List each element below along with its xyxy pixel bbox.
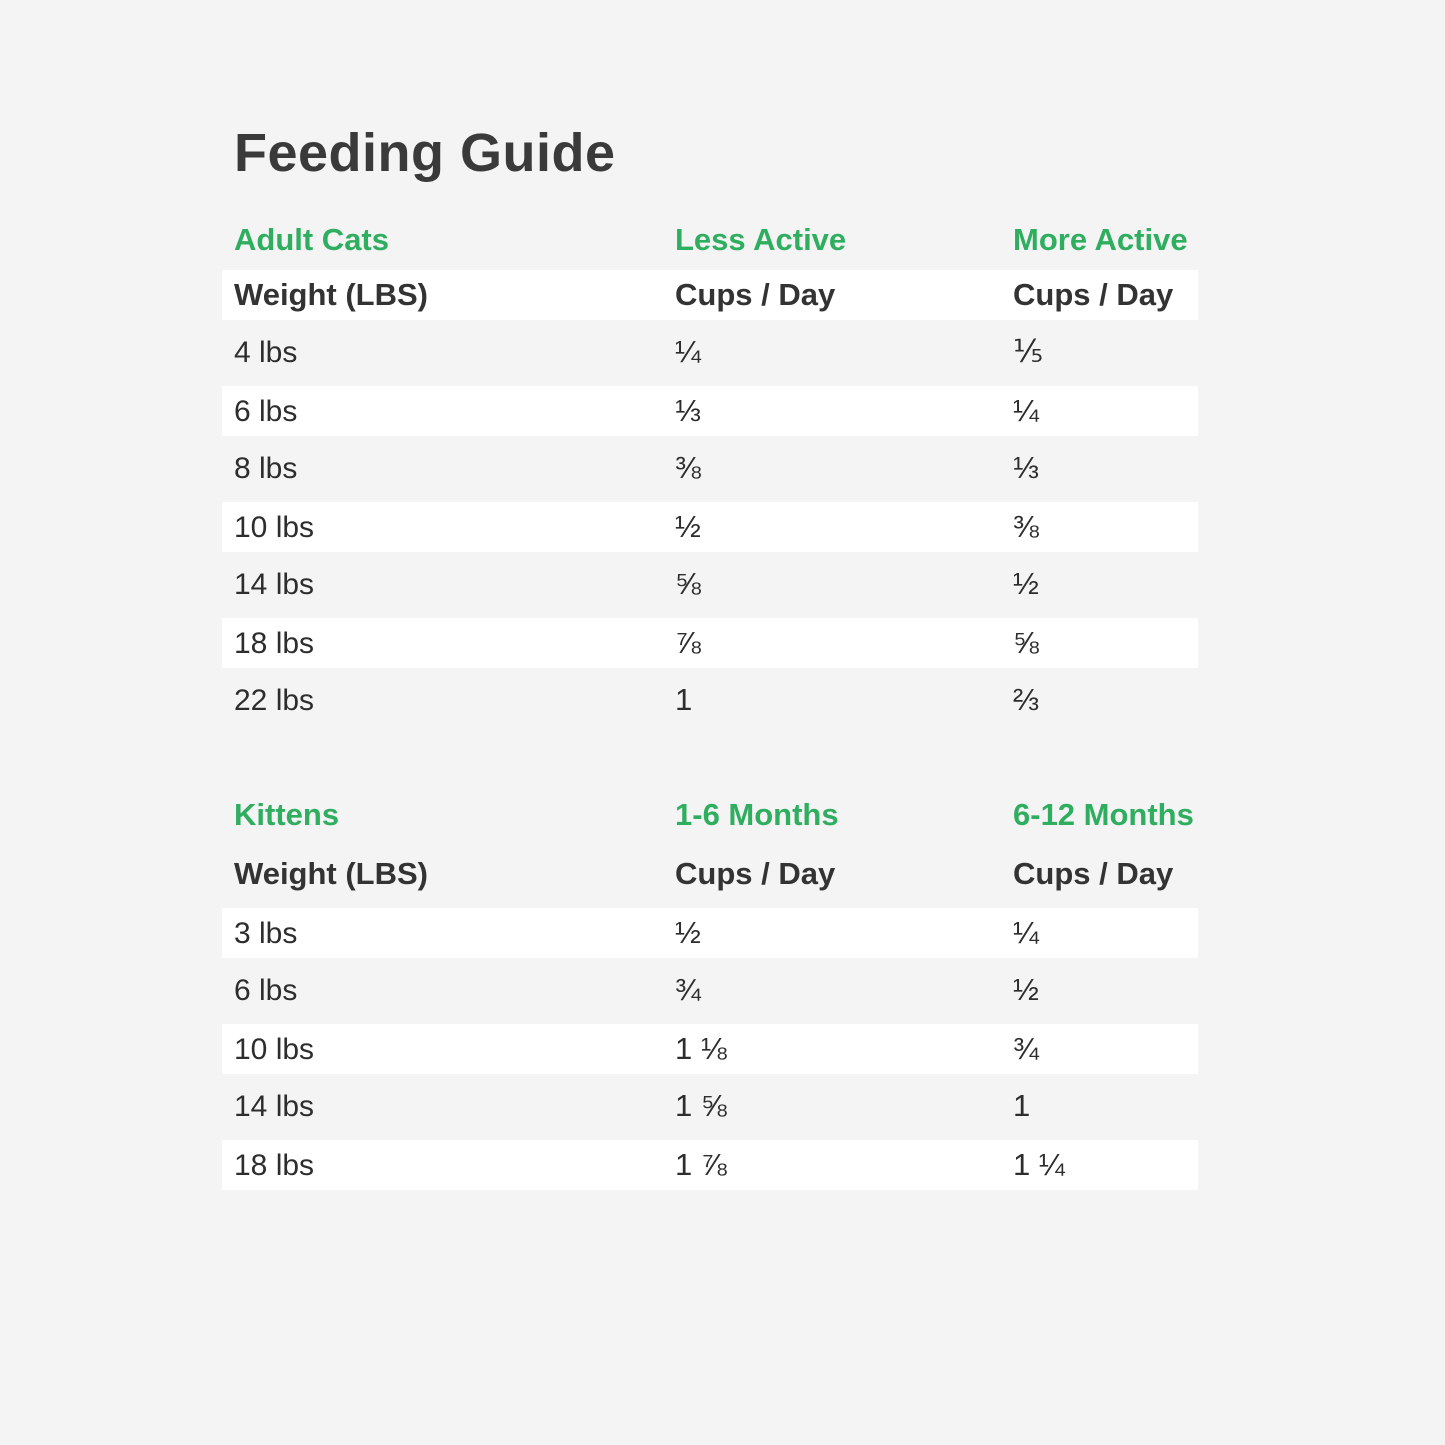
months-6-12-value-cell: ½ xyxy=(1013,972,1039,1008)
weight-cell: 14 lbs xyxy=(234,567,315,601)
months-1-6-value-cell: 1 ⅝ xyxy=(675,1088,727,1124)
kittens-section-header xyxy=(222,790,1198,840)
table-row xyxy=(222,555,1198,613)
adult-cats-section-title: Adult Cats xyxy=(234,222,389,258)
less-active-value-cell: ⅜ xyxy=(675,450,701,486)
months-1-6-value-cell: 1 ⅛ xyxy=(675,1031,727,1067)
table-row xyxy=(222,671,1198,729)
page-title: Feeding Guide xyxy=(234,123,616,183)
weight-cell: 4 lbs xyxy=(234,335,298,369)
adult-cats-section-header xyxy=(222,215,1198,265)
table-subheader-row xyxy=(222,845,1198,903)
weight-cell: 6 lbs xyxy=(234,394,298,428)
table-row xyxy=(222,381,1198,439)
weight-cell: 10 lbs xyxy=(234,1032,315,1066)
table-row xyxy=(222,497,1198,555)
content-area xyxy=(222,0,1198,1193)
table-row xyxy=(222,1135,1198,1193)
kittens-section-title: Kittens xyxy=(234,797,340,833)
weight-cell: 14 lbs xyxy=(234,1089,315,1123)
months-6-12-value-cell: ¾ xyxy=(1013,1031,1039,1067)
more-active-value-cell: ⅜ xyxy=(1013,509,1039,545)
less-active-value-cell: ⅞ xyxy=(675,625,701,661)
more-active-value-cell: ½ xyxy=(1013,566,1039,602)
months-6-12-column-title: 6-12 Months xyxy=(1013,797,1194,833)
more-active-value-cell: ⅔ xyxy=(1013,682,1039,718)
table-row xyxy=(222,613,1198,671)
table-row xyxy=(222,1019,1198,1077)
months-1-6-value-cell: ¾ xyxy=(675,972,701,1008)
more-active-value-cell: ⅓ xyxy=(1013,450,1039,486)
cups-per-day-header-cell: Cups / Day xyxy=(675,277,836,313)
table-row xyxy=(222,961,1198,1019)
months-6-12-value-cell: 1 xyxy=(1013,1088,1031,1124)
weight-cell: 10 lbs xyxy=(234,510,315,544)
weight-header-cell: Weight (LBS) xyxy=(234,277,429,313)
months-6-12-value-cell: ¼ xyxy=(1013,915,1039,951)
less-active-column-title: Less Active xyxy=(675,222,847,258)
table-subheader-row xyxy=(222,265,1198,323)
less-active-value-cell: ½ xyxy=(675,509,701,545)
less-active-value-cell: ⅝ xyxy=(675,566,701,602)
more-active-value-cell: ⅕ xyxy=(1013,334,1044,370)
kittens-table xyxy=(222,845,1198,1193)
months-1-6-value-cell: ½ xyxy=(675,915,701,951)
weight-cell: 3 lbs xyxy=(234,916,298,950)
months-6-12-value-cell: 1 ¼ xyxy=(1013,1147,1065,1183)
table-row xyxy=(222,903,1198,961)
months-1-6-column-title: 1-6 Months xyxy=(675,797,839,833)
table-row xyxy=(222,439,1198,497)
adult-cats-table xyxy=(222,265,1198,729)
cups-per-day-header-cell: Cups / Day xyxy=(1013,856,1174,892)
more-active-column-title: More Active xyxy=(1013,222,1188,258)
table-row xyxy=(222,323,1198,381)
more-active-value-cell: ¼ xyxy=(1013,393,1039,429)
table-row xyxy=(222,1077,1198,1135)
weight-cell: 6 lbs xyxy=(234,973,298,1007)
months-1-6-value-cell: 1 ⅞ xyxy=(675,1147,727,1183)
cups-per-day-header-cell: Cups / Day xyxy=(1013,277,1174,313)
less-active-value-cell: 1 xyxy=(675,682,693,718)
more-active-value-cell: ⅝ xyxy=(1013,625,1039,661)
weight-cell: 18 lbs xyxy=(234,626,315,660)
weight-cell: 18 lbs xyxy=(234,1148,315,1182)
cups-per-day-header-cell: Cups / Day xyxy=(675,856,836,892)
weight-cell: 22 lbs xyxy=(234,683,315,717)
less-active-value-cell: ¼ xyxy=(675,334,701,370)
weight-header-cell: Weight (LBS) xyxy=(234,856,429,892)
weight-cell: 8 lbs xyxy=(234,451,298,485)
less-active-value-cell: ⅓ xyxy=(675,393,701,429)
